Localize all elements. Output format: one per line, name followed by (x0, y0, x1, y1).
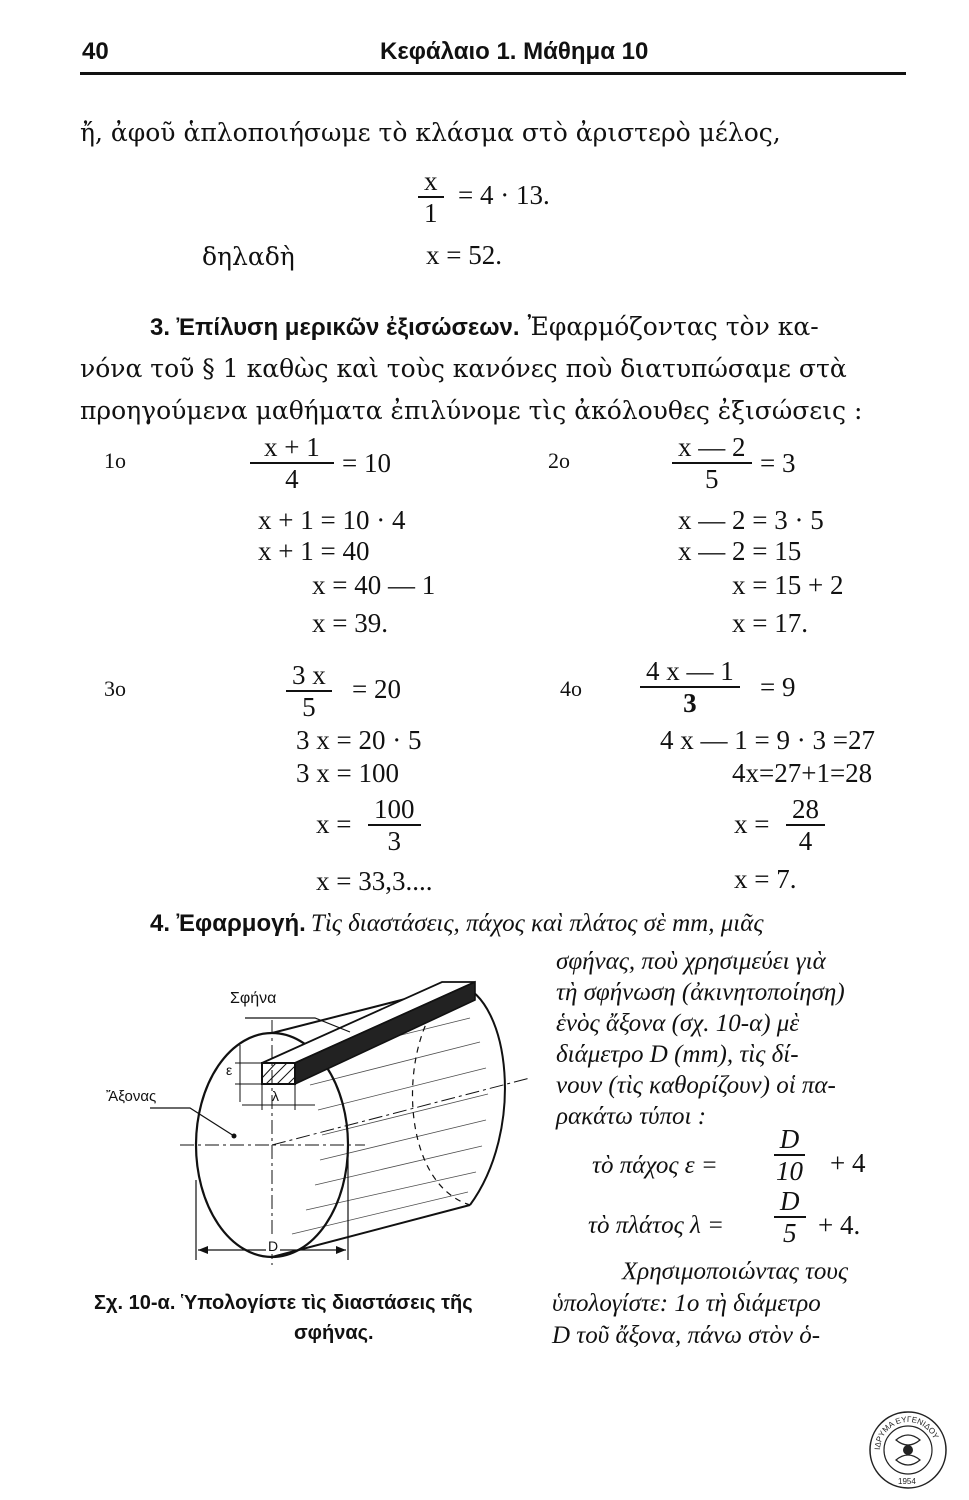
formula1-fraction (770, 1124, 809, 1186)
key-top (262, 982, 475, 1063)
ex2-rhs: = 3 (760, 448, 796, 478)
label-epsilon: ε (226, 1062, 233, 1078)
formula2-lhs: τὸ πλάτος λ = (588, 1212, 724, 1239)
formula1-den: 10 (776, 1156, 803, 1186)
therefore-word: δηλαδὴ (202, 242, 295, 271)
ex3-final: x = 33,3.... (316, 866, 433, 896)
ex3-den4: 3 (387, 826, 401, 856)
ex2-step1: x — 2 = 3 · 5 (678, 505, 824, 535)
section3-line3: προηγούμενα μαθήματα ἐπιλύνομε τὶς ἀκόλουθες ἐξισώσεις : (80, 396, 863, 425)
formula2-den: 5 (783, 1218, 797, 1248)
section4-text-6: ρακάτω τύποι : (556, 1103, 707, 1130)
ex4-num4: 28 (786, 794, 825, 826)
ex4-label: 4ο (560, 676, 582, 701)
section4-text-1: σφήνας, ποὺ χρησιμεύει γιὰ (556, 948, 826, 975)
intro-frac-num: x (418, 166, 444, 198)
intro-result: x = 52. (426, 240, 502, 270)
ex3-label: 3ο (104, 676, 126, 701)
ex2-step2: x — 2 = 15 (678, 536, 802, 566)
intro-fraction (418, 166, 444, 228)
ex2-label: 2ο (548, 448, 570, 473)
label-wedge: Σφήνα (230, 990, 277, 1007)
ex3-rhs: = 20 (352, 674, 401, 704)
ex1-step4: x = 39. (312, 608, 388, 638)
dim-D-arrow-right (336, 1246, 346, 1254)
label-D: D (268, 1238, 279, 1254)
ex4-lhs4: x = (734, 809, 770, 839)
section4-tail-2: D τοῦ ἄξονα, πάνω στὸν ὁ- (552, 1322, 821, 1349)
label-axis: Ἄξονας (106, 1088, 157, 1105)
ex4-final: x = 7. (734, 864, 797, 894)
axis-leader-dot (232, 1134, 237, 1139)
ex1-step3: x = 40 — 1 (312, 570, 436, 600)
ex4-num: 4 x — 1 (640, 656, 740, 688)
ex4-den: 3 (683, 688, 697, 718)
section4-text-3: ἑνὸς ἄξονα (σχ. 10-α) μὲ (556, 1010, 800, 1037)
seal-text: ΙΔΡΥΜΑ ΕΥΓΕΝΙΔΟΥ (872, 1414, 941, 1451)
section3-line1-rest: Ἐφαρμόζοντας τὸν κα- (527, 312, 819, 341)
intro-frac-rhs: = 4 · 13. (458, 180, 550, 210)
section4-text-4: διάμετρο D (mm), τὶς δί- (556, 1041, 799, 1068)
figure-drawing (150, 960, 550, 1280)
foundation-seal (868, 1410, 948, 1490)
ex4-step2: 4x=27+1=28 (732, 758, 873, 788)
label-lambda: λ (272, 1088, 279, 1104)
formula2-rhs: + 4. (818, 1210, 861, 1240)
formula1-lhs: τὸ πάχος ε = (592, 1152, 718, 1179)
ex3-den: 5 (302, 692, 316, 722)
section4-line1 (150, 910, 763, 938)
ex1-label: 1ο (104, 448, 126, 473)
intro-line: ἤ, ἀφοῦ ἁπλοποιήσωμε τὸ κλάσμα στὸ ἀριστερὸ μέλος, (80, 118, 781, 147)
ex3-num: 3 x (286, 660, 332, 692)
ex1-step1: x + 1 = 10 · 4 (258, 505, 406, 535)
section4-text-0: Τὶς διαστάσεις, πάχος καὶ πλάτος σὲ mm, μιᾶς (310, 910, 764, 937)
ex3-fraction (286, 660, 332, 722)
key-section (262, 1063, 295, 1084)
ex2-den: 5 (705, 464, 719, 494)
intro-frac-den: 1 (424, 198, 438, 228)
formula2-num: D (774, 1186, 806, 1218)
key-side (295, 982, 475, 1084)
ex4-rhs: = 9 (760, 672, 796, 702)
ex1-rhs: = 10 (342, 448, 391, 478)
seal-year: 1954 (898, 1477, 916, 1486)
header-rule (80, 72, 906, 75)
ex2-step4: x = 17. (732, 608, 808, 638)
ex4-step1: 4 x — 1 = 9 · 3 =27 (660, 725, 875, 755)
ex3-num4: 100 (368, 794, 421, 826)
section4-text-5: νουν (τὶς καθορίζουν) οἱ πα- (556, 1072, 836, 1099)
ex2-num: x — 2 (672, 432, 752, 464)
ex3-lhs4: x = (316, 809, 352, 839)
figure-caption-line2: σφήνας. (294, 1322, 374, 1344)
ex1-step2: x + 1 = 40 (258, 536, 370, 566)
figure-caption-line1: Σχ. 10-α. Ὑπολογίστε τὶς διαστάσεις τῆς (94, 1292, 473, 1314)
ex4-fraction2 (786, 794, 825, 856)
figure-shaft-key (106, 960, 550, 1280)
ex3-step2: 3 x = 100 (296, 758, 399, 788)
section3-line1 (150, 312, 819, 342)
ex2-fraction (672, 432, 752, 494)
page-number: 40 (82, 38, 109, 65)
seal-graphic (868, 1410, 948, 1490)
formula2-fraction (774, 1186, 806, 1248)
dim-D-arrow-left (198, 1246, 208, 1254)
ex3-fraction2 (368, 794, 421, 856)
ex1-den: 4 (285, 464, 299, 494)
section4-heading: 4. Ἐφαρμογή. (150, 910, 306, 937)
section3-heading: 3. Ἐπίλυση μερικῶν ἐξισώσεων. (150, 314, 520, 341)
section4-text-2: τὴ σφήνωση (ἀκινητοποίηση) (556, 979, 845, 1006)
ex3-step1: 3 x = 20 · 5 (296, 725, 422, 755)
ex2-step3: x = 15 + 2 (732, 570, 844, 600)
ex4-den4: 4 (798, 826, 813, 856)
formula1-num: D (774, 1124, 806, 1156)
ex4-fraction (640, 656, 740, 718)
formula1-rhs: + 4 (830, 1148, 866, 1178)
ex1-fraction (250, 432, 334, 494)
section4-tail-0: Χρησιμοποιώντας τους (622, 1258, 849, 1285)
section3-line2: νόνα τοῦ § 1 καθὼς καὶ τοὺς κανόνες ποὺ διατυπώσαμε στὰ (80, 354, 847, 383)
ex1-num: x + 1 (250, 432, 334, 464)
running-title: Κεφάλαιο 1. Μάθημα 10 (380, 38, 649, 65)
section4-tail-1: ὑπολογίστε: 1ο τὴ διάμετρο (552, 1290, 821, 1317)
